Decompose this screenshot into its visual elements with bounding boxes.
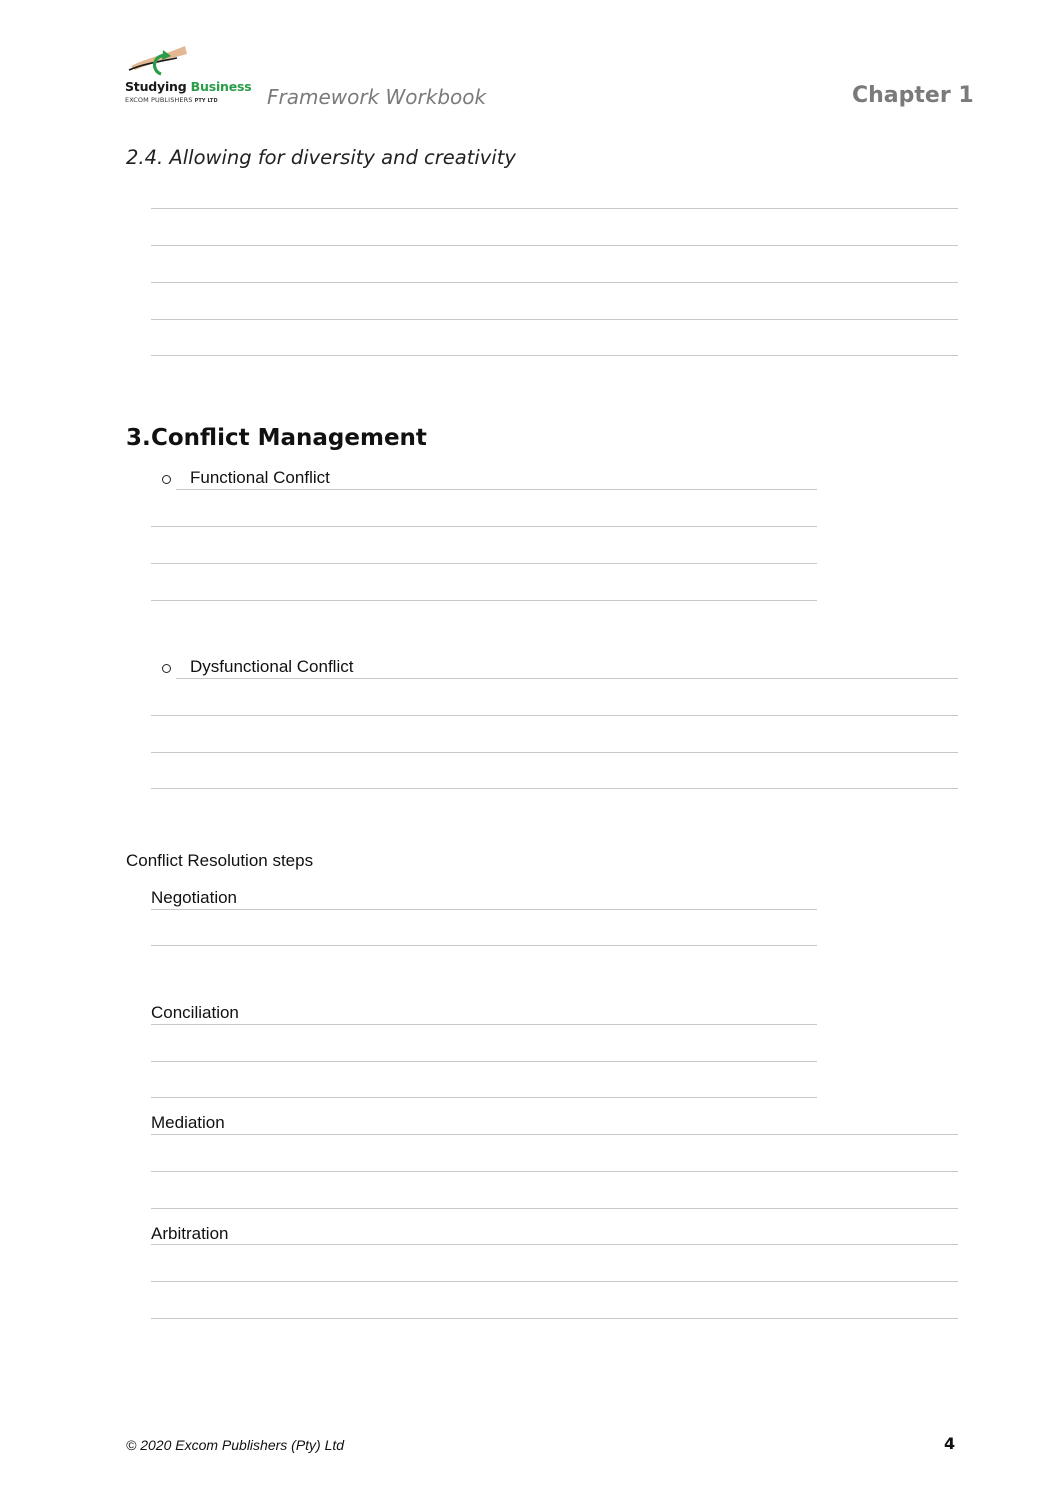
answer-line[interactable] <box>151 563 817 564</box>
answer-line[interactable] <box>151 1024 817 1025</box>
answer-line[interactable] <box>151 526 817 527</box>
brand-subtitle-text: EXCOM PUBLISHERS <box>125 96 193 104</box>
answer-line[interactable] <box>151 355 958 356</box>
step-negotiation: Negotiation <box>151 888 238 907</box>
workbook-title: Framework Workbook <box>267 85 487 109</box>
answer-line[interactable] <box>151 788 958 789</box>
answer-line[interactable] <box>151 1318 958 1319</box>
subsection-heading: 2.4. Allowing for diversity and creativity <box>126 146 516 169</box>
answer-line[interactable] <box>151 1281 958 1282</box>
answer-line[interactable] <box>151 909 817 910</box>
brand-name <box>125 79 251 94</box>
brand-name-part2: Business <box>190 79 252 94</box>
brand-subtitle <box>125 96 218 104</box>
answer-line[interactable] <box>176 678 958 679</box>
answer-line[interactable] <box>151 715 958 716</box>
answer-line[interactable] <box>151 1171 958 1172</box>
book-arrow-icon <box>127 44 189 80</box>
step-arbitration: Arbitration <box>151 1224 229 1243</box>
publisher-logo <box>125 44 260 106</box>
answer-line[interactable] <box>151 245 958 246</box>
hollow-bullet-icon <box>162 475 171 484</box>
answer-line[interactable] <box>151 752 958 753</box>
answer-line[interactable] <box>151 282 958 283</box>
answer-line[interactable] <box>151 1097 817 1098</box>
answer-line[interactable] <box>151 1134 958 1135</box>
answer-line[interactable] <box>151 1208 958 1209</box>
footer-copyright: © 2020 Excom Publishers (Pty) Ltd <box>126 1437 345 1453</box>
hollow-bullet-icon <box>162 664 171 673</box>
section-title: Conflict Management <box>151 425 427 451</box>
brand-subtitle-suffix: PTY LTD <box>194 98 218 104</box>
answer-line[interactable] <box>176 489 817 490</box>
answer-line[interactable] <box>151 1244 958 1245</box>
brand-name-part1: Studying <box>125 79 187 94</box>
section-number: 3. <box>126 425 151 451</box>
step-conciliation: Conciliation <box>151 1003 239 1022</box>
answer-line[interactable] <box>151 319 958 320</box>
answer-line[interactable] <box>151 208 958 209</box>
answer-line[interactable] <box>151 945 817 946</box>
bullet-functional-conflict: Functional Conflict <box>190 468 330 487</box>
answer-line[interactable] <box>151 600 817 601</box>
step-mediation: Mediation <box>151 1113 225 1132</box>
page-number: 4 <box>944 1434 956 1453</box>
resolution-heading: Conflict Resolution steps <box>126 851 314 870</box>
bullet-dysfunctional-conflict: Dysfunctional Conflict <box>190 657 354 676</box>
answer-line[interactable] <box>151 1061 817 1062</box>
chapter-label: Chapter 1 <box>852 83 974 108</box>
